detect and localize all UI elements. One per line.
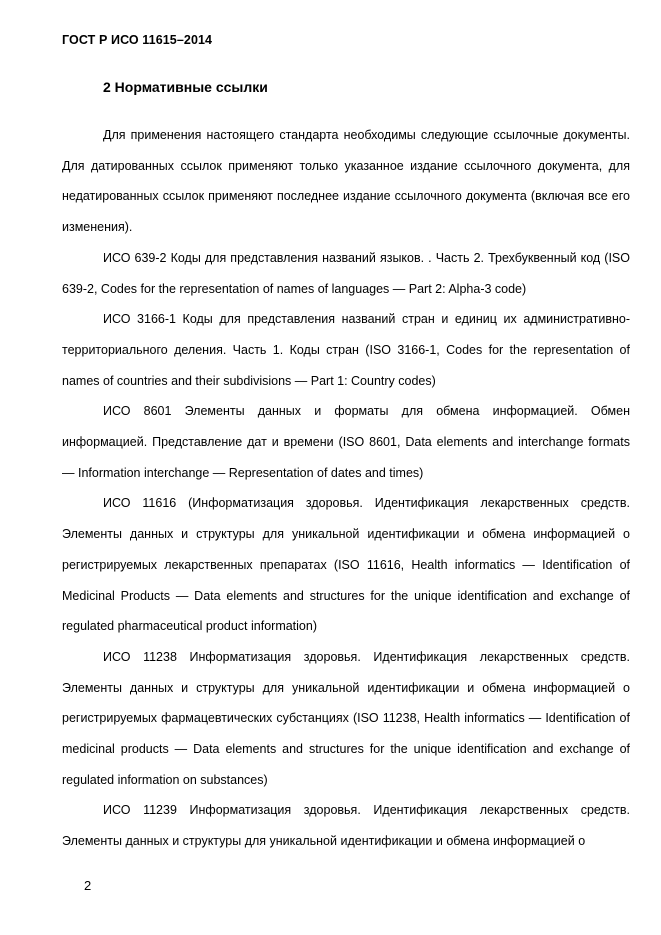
reference-iso-3166-1: ИСО 3166-1 Коды для представления названий стран и единиц их административно-территориального деления. Часть 1. Коды стран (ISO 3166-1, Codes for the representation of names of countries and their subdivisions — Part 1: Country codes): [62, 312, 630, 388]
reference-iso-11239: ИСО 11239 Информатизация здоровья. Идентификация лекарственных средств. Элементы данных и структуры для уникальной идентификации и обмена информацией о: [62, 803, 630, 849]
reference-iso-11238: ИСО 11238 Информатизация здоровья. Идентификация лекарственных средств. Элементы данных и структуры для уникальной идентификации и обмена информацией о регистрируемых фармацевтических субстанциях (ISO 11238, Health informatics — Identification of medicinal products — Data elements and structures for the unique identification and exchange of regulated information on substances): [62, 649, 630, 787]
section-title: 2 Нормативные ссылки: [103, 79, 268, 95]
reference-iso-11616: ИСО 11616 (Информатизация здоровья. Идентификация лекарственных средств. Элементы данных и структуры для уникальной идентификации и обмена информацией о регистрируемых лекарственных препаратах (ISO 11616, Health informatics — Identification of Medicinal Products — Data elements and structures for the unique identification and exchange of regulated pharmaceutical product information): [62, 496, 630, 634]
document-header: ГОСТ Р ИСО 11615–2014: [62, 33, 213, 47]
body-text: [62, 120, 630, 857]
page-number: 2: [84, 878, 92, 893]
reference-iso-639-2: ИСО 639-2 Коды для представления названий языков. . Часть 2. Трехбуквенный код (ISO 639-2, Codes for the representation of names of languages — Part 2: Alpha-3 code): [62, 250, 630, 296]
reference-iso-8601: ИСО 8601 Элементы данных и форматы для обмена информацией. Обмен информацией. Представление дат и времени (ISO 8601, Data elements and interchange formats — Information interchange — Representation of dates and times): [62, 404, 630, 480]
intro-paragraph: Для применения настоящего стандарта необходимы следующие ссылочные документы. Для датированных ссылок применяют только указанное издание ссылочного документа, для недатированных ссылок применяют последнее издание ссылочного документа (включая все его изменения).: [62, 128, 630, 235]
